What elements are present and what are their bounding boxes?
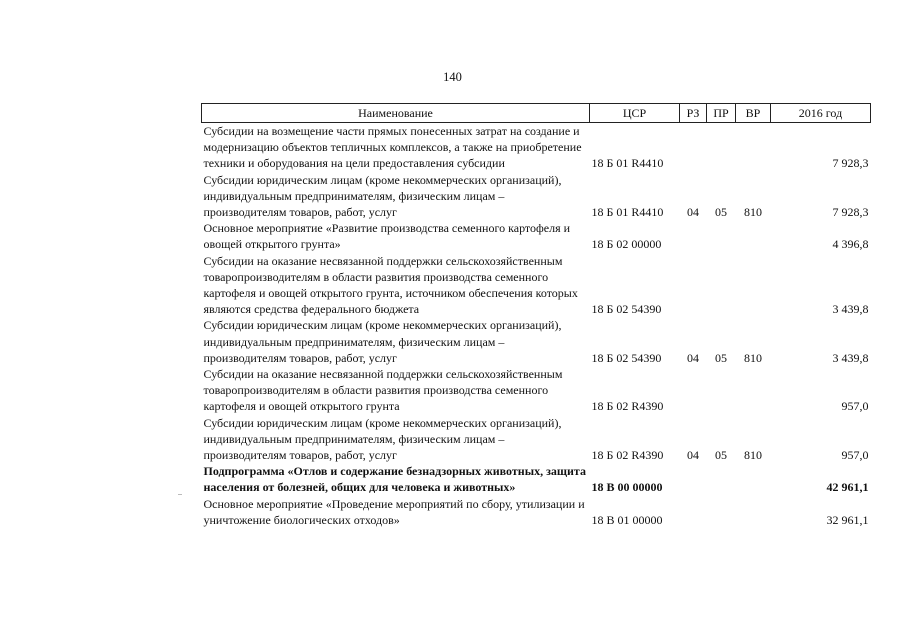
header-vr: ВР: [736, 104, 771, 123]
row-amount: 957,0: [841, 399, 869, 414]
row-pr: 05: [715, 448, 727, 463]
header-pr: ПР: [707, 104, 736, 123]
row-vr: 810: [744, 205, 762, 220]
row-pr: 05: [715, 205, 727, 220]
row-vr: [736, 366, 771, 415]
header-name: Наименование: [202, 104, 590, 123]
row-pr: [707, 496, 736, 528]
scan-mark: [178, 494, 182, 495]
row-name: Субсидии юридическим лицам (кроме некоммерческих организаций), индивидуальным предпринимателям, физическим лицам – производителям товаров, работ, услуг: [203, 415, 562, 463]
row-rz: [680, 220, 707, 252]
row-name: Основное мероприятие «Проведение мероприятий по сбору, утилизации и уничтожение биологических отходов»: [203, 496, 585, 527]
table-row: [202, 123, 871, 172]
row-pr: [707, 253, 736, 318]
row-vr: [736, 220, 771, 252]
row-csr: 18 Б 02 R4390: [591, 399, 664, 414]
table-row: [202, 415, 871, 464]
row-rz: [680, 123, 707, 172]
row-rz: 04: [687, 448, 699, 463]
row-name: Субсидии на оказание несвязанной поддержки сельскохозяйственным товаропроизводителям в области развития производства семенного картофеля и овощей открытого грунта: [203, 367, 563, 414]
row-csr: 18 Б 02 R4390: [591, 448, 664, 463]
table-row: [202, 366, 871, 415]
row-amount: 3 439,8: [832, 350, 869, 365]
row-csr: 18 Б 01 R4410: [591, 156, 664, 171]
budget-table: [201, 103, 871, 528]
header-rz: РЗ: [680, 104, 707, 123]
row-vr: 810: [744, 448, 762, 463]
row-pr: [707, 366, 736, 415]
row-rz: [680, 253, 707, 318]
row-csr: 18 В 00 00000: [591, 480, 663, 495]
table-row: [202, 172, 871, 221]
row-amount: 42 961,1: [826, 480, 869, 495]
row-amount: 3 439,8: [832, 302, 869, 317]
row-amount: 7 928,3: [832, 205, 869, 220]
row-csr: 18 Б 02 54390: [591, 350, 662, 365]
row-vr: [736, 496, 771, 528]
row-rz: 04: [687, 350, 699, 365]
row-vr: [736, 463, 771, 495]
row-rz: [680, 463, 707, 495]
row-rz: [680, 366, 707, 415]
table-row: [202, 317, 871, 366]
row-vr: 810: [744, 350, 762, 365]
row-amount: 957,0: [841, 448, 869, 463]
row-csr: 18 Б 02 54390: [591, 302, 662, 317]
header-csr: ЦСР: [590, 104, 680, 123]
row-name: Субсидии на возмещение части прямых понесенных затрат на создание и модернизацию объектов тепличных комплексов, а также на приобретение техники и оборудования на цели предоставления субсидии: [203, 124, 582, 171]
table-row: [202, 496, 871, 528]
row-csr: 18 В 01 00000: [591, 512, 663, 527]
row-csr: 18 Б 01 R4410: [591, 205, 664, 220]
row-csr: 18 Б 02 00000: [591, 237, 662, 252]
row-pr: 05: [715, 350, 727, 365]
header-year: 2016 год: [771, 104, 871, 123]
table-row-subprogram: [202, 463, 871, 495]
table-row: [202, 253, 871, 318]
table-row: [202, 220, 871, 252]
row-pr: [707, 220, 736, 252]
table-body: [202, 123, 871, 529]
row-name: Основное мероприятие «Развитие производства семенного картофеля и овощей открытого грунта»: [203, 221, 571, 252]
row-pr: [707, 463, 736, 495]
row-amount: 4 396,8: [832, 237, 869, 252]
row-name: Субсидии на оказание несвязанной поддержки сельскохозяйственным товаропроизводителям в области развития производства семенного картофеля и овощей открытого грунта, источником обеспечения которых являются средства федерального бюджета: [203, 253, 578, 317]
row-amount: 7 928,3: [832, 156, 869, 171]
table-header: [202, 104, 871, 123]
page-number: 140: [443, 70, 462, 84]
row-rz: 04: [687, 205, 699, 220]
row-rz: [680, 496, 707, 528]
row-name: Субсидии юридическим лицам (кроме некоммерческих организаций), индивидуальным предпринимателям, физическим лицам – производителям товаров, работ, услуг: [203, 172, 562, 220]
row-amount: 32 961,1: [826, 512, 869, 527]
row-name: Субсидии юридическим лицам (кроме некоммерческих организаций), индивидуальным предпринимателям, физическим лицам – производителям товаров, работ, услуг: [203, 318, 562, 365]
row-name: Подпрограмма «Отлов и содержание безнадзорных животных, защита населения от болезней, общих для человека и животных»: [203, 464, 586, 495]
row-pr: [707, 123, 736, 172]
row-vr: [736, 123, 771, 172]
row-vr: [736, 253, 771, 318]
